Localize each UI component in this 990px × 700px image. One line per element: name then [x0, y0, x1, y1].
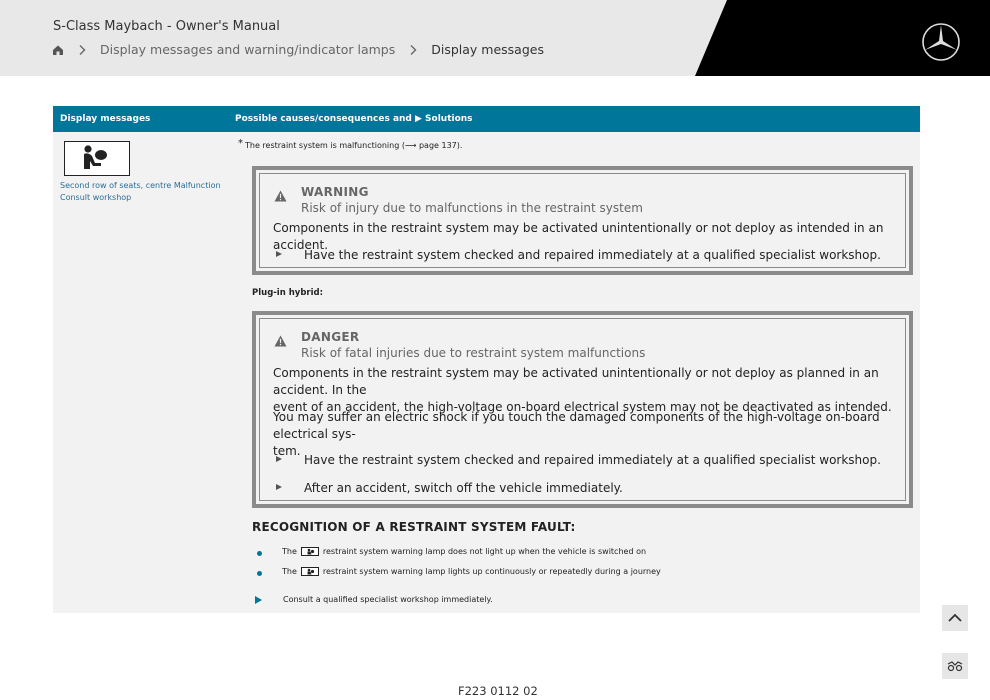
airbag-person-icon — [64, 141, 130, 176]
warning-triangle-icon — [274, 187, 287, 199]
restraint-warning-lamp-icon — [301, 567, 319, 576]
chevron-right-icon — [409, 44, 417, 56]
figure-code: F223 0112 02 — [458, 684, 538, 698]
danger-box — [252, 311, 913, 508]
home-icon[interactable] — [52, 44, 64, 56]
list-item — [257, 547, 646, 556]
breadcrumb-current: Display messages — [431, 42, 544, 57]
malfunction-note-text: The restraint system is malfunctioning (⟶ page 137). — [245, 141, 463, 150]
column-header-causes-solutions: Possible causes/consequences and ▶ Solutions — [235, 114, 473, 124]
danger-step: After an accident, switch off the vehicle immediately. — [304, 481, 623, 495]
footnote-marker: * — [238, 138, 243, 149]
car-figure-icon — [942, 653, 968, 679]
chevron-right-icon — [78, 44, 86, 56]
action-arrow-icon — [255, 596, 262, 604]
bullet-icon — [257, 571, 262, 576]
manual-title: S-Class Maybach - Owner's Manual — [53, 19, 280, 34]
bullet-prefix: The — [282, 547, 297, 556]
message-caption — [60, 180, 235, 204]
warning-text: Components in the restraint system may be activated unintentionally or not deploy as intended in an accident. — [273, 221, 884, 252]
step-arrow-icon — [276, 456, 282, 462]
warning-step: Have the restraint system checked and repaired immediately at a qualified specialist workshop. — [304, 248, 881, 262]
danger-text-line: event of an accident, the high-voltage on-board electrical system may not be deactivated as intended. — [273, 400, 892, 414]
scroll-to-top-button[interactable] — [942, 605, 968, 631]
warning-triangle-icon — [274, 332, 287, 344]
bullet-text: restraint system warning lamp lights up continuously or repeatedly during a journey — [322, 567, 661, 576]
column-header-display-messages: Display messages — [60, 114, 151, 124]
bullet-icon — [257, 551, 262, 556]
action-step — [255, 595, 493, 604]
warning-label: WARNING — [301, 185, 369, 199]
danger-text-line: You may suffer an electric shock if you touch the damaged components of the high-voltage on-board electrical sys- — [273, 410, 880, 441]
plug-in-hybrid-label: Plug-in hybrid: — [252, 288, 323, 298]
danger-subtitle: Risk of fatal injuries due to restraint system malfunctions — [301, 346, 646, 360]
figure-view-button[interactable] — [942, 653, 968, 679]
danger-text-line: Components in the restraint system may be activated unintentionally or not deploy as planned in an accident. In the — [273, 366, 879, 397]
bullet-prefix: The — [282, 567, 297, 576]
restraint-warning-lamp-icon — [301, 547, 319, 556]
danger-step: Have the restraint system checked and repaired immediately at a qualified specialist workshop. — [304, 453, 881, 467]
malfunction-note — [238, 138, 463, 150]
table-header — [53, 106, 920, 132]
breadcrumb-link[interactable]: Display messages and warning/indicator lamps — [100, 42, 396, 57]
warning-subtitle: Risk of injury due to malfunctions in the restraint system — [301, 201, 643, 215]
step-arrow-icon — [276, 251, 282, 257]
breadcrumb — [52, 42, 544, 57]
message-caption-line: Consult workshop — [60, 193, 132, 202]
warning-box — [252, 166, 913, 275]
recognition-title: RECOGNITION OF A RESTRAINT SYSTEM FAULT: — [252, 520, 576, 534]
chevron-up-icon — [942, 605, 968, 631]
step-arrow-icon — [276, 484, 282, 490]
action-text: Consult a qualified specialist workshop immediately. — [283, 595, 493, 604]
danger-label: DANGER — [301, 330, 360, 344]
message-caption-line: Second row of seats, centre Malfunction — [60, 181, 221, 190]
danger-text-line: tem. — [273, 444, 301, 458]
content-panel — [53, 106, 920, 613]
bullet-text: restraint system warning lamp does not light up when the vehicle is switched on — [322, 547, 647, 556]
list-item — [257, 567, 661, 576]
mercedes-star-icon[interactable] — [921, 22, 961, 62]
